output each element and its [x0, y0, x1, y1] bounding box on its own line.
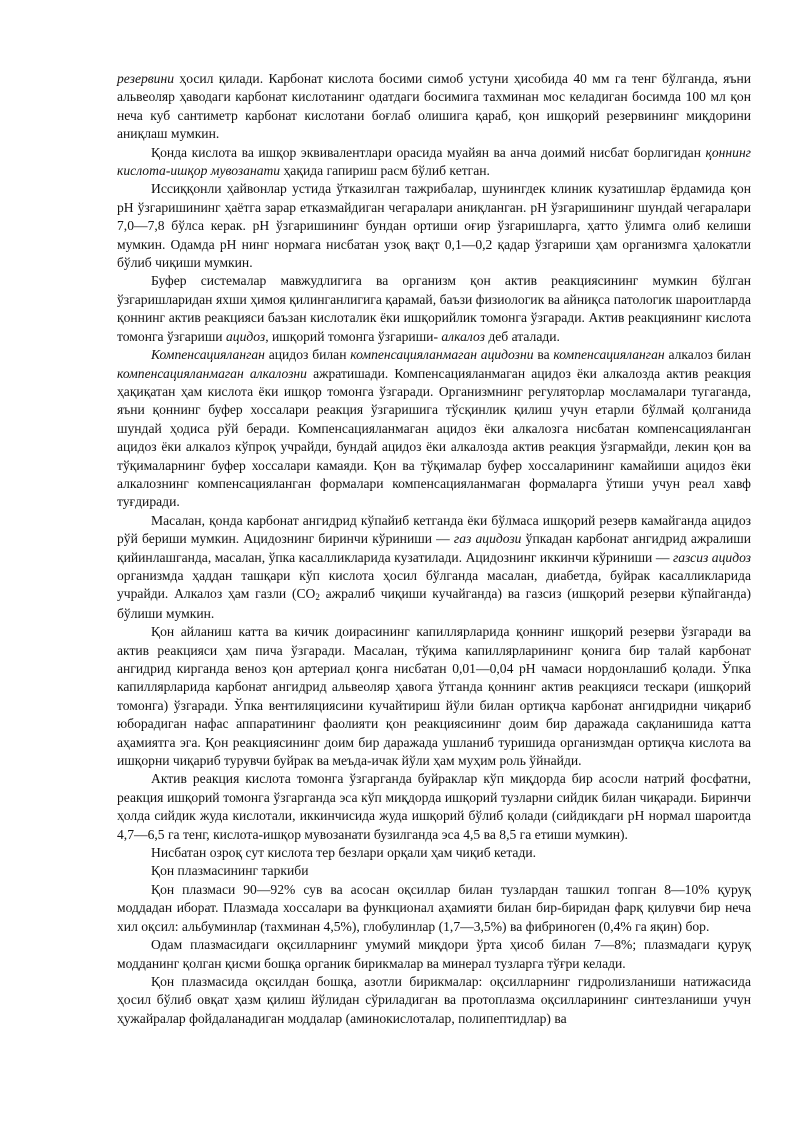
text-run: Қон плазмасида оқсилдан бошқа, азотли бирикмалар: оқсилларнинг гидролизланиши натижасида ҳосил бўлиб овқат ҳазм қилиш йўлидан сўриладиган ва протоплазма оқсилларининг синтезланиши учун ҳужайралар фойдаланадиган моддалар (аминокислоталар, полипептидлар) ва — [117, 973, 751, 1026]
text-run: Масалан, қонда карбонат ангидрид кўпайиб кетганда ёки бўлмаса ишқорий резерв камайганда ацидоз рўй бериши мумкин. Ацидознинг биринчи кўриниши — — [117, 512, 751, 547]
text-run: алкалоз билан — [664, 347, 751, 363]
paragraph-12 — [117, 936, 751, 973]
text-run: Одам плазмасидаги оқсилларнинг умумий миқдори ўрта ҳисоб билан 7—8%; плазмадаги қуруқ модданинг қолган қисми бошқа органик бирикмалар ва минерал тузларга тўғри келади. — [117, 937, 751, 971]
text-run: ҳосил қилади. Карбонат кислота босими симоб устуни ҳисобида 40 мм га тенг бўлганда, яъни альвеоляр ҳаводаги карбонат кислотанинг одатдаги босимига тахминан мос келадиган босимда 100 мл қон неча куб сантиметр карбонат кислотани боғлаб олишига қараб, қон ишқорий резервининг миқдорини аниқлаш мумкин. — [117, 71, 751, 142]
paragraph-1 — [117, 70, 751, 144]
italic-term: резервини — [117, 71, 175, 86]
text-run: Иссиққонли ҳайвонлар устида ўтказилган тажрибалар, шунингдек клиник кузатишлар ёрдамида қон pH ўзгаришининг ҳаётга зарар етказмайдиган чегаралари аниқланган. pH ўзгаришининг шундай чегаралари 7,0—7,8 бўлса керак. pH ўзгаришининг бундан ортиши оғир ўзгаришларга, ҳатто ўлимга олиб келиши мумкин. Одамда pH нинг нормага нисбатан узоқ вақт 0,1—0,2 қадар ўзгариши ҳам организмга ҳалокатли бўлиб чиқиши мумкин. — [117, 181, 751, 271]
paragraph-5 — [117, 346, 751, 512]
italic-term: газсиз ацидоз — [672, 549, 751, 565]
paragraph-11 — [117, 881, 751, 936]
document-page — [117, 70, 751, 1028]
paragraph-10 — [117, 862, 751, 880]
paragraph-6 — [117, 512, 751, 623]
text-run: Буфер системалар мавжудлигига ва организм қон актив реакциясининг мумкин бўлган ўзгаришларидан яхши ҳимоя қилинганлигига қарамай, баъзи физиологик ва айниқса патологик шароитларда қоннинг актив реакцияси баъзан кислоталик ёки ишқорийлик томонга ўзгаради. Актив реакциянинг кислота томонга ўзгариши — [117, 273, 751, 344]
subscript: 2 — [315, 592, 320, 603]
text-run: ва — [533, 347, 554, 363]
italic-term: компенсацияланган — [553, 347, 665, 363]
text-run: Қонда кислота ва ишқор эквивалентлари орасида муайян ва анча доимий нисбат борлигидан — [151, 144, 706, 160]
italic-term: Компенсацияланган — [151, 347, 265, 363]
text-run: Актив реакция кислота томонга ўзгарганда буйраклар кўп миқдорда бир асосли натрий фосфатни, реакция ишқорий томонга ўзгарганда эса кўп миқдорда ишқорий тузларни сийдик билан чиқаради. Биринчи ҳолда сийдик жуда кислотали, иккинчисида жуда ишқорий бўлиб қолади (сийдикдаги pH нормал шароитда 4,7—6,5 га тенг, кислота-ишқор мувозанати бузилганда эса 4,5 ва 8,5 га етиши мумкин). — [117, 771, 751, 842]
text-run: Қон айланиш катта ва кичик доирасининг капиллярларида қоннинг ишқорий резерви ўзгаради ва актив реакцияси ҳам пича ўзгаради. Масалан, тўқима капиллярларининг қонига бир талай карбонат ангидрид кирганда веноз қон артериал қонга нисбатан 0,01—0,04 pH чамаси нордонлашиб қолади. Ўпка капиллярларида карбонат ангидрид альвеоляр ҳавога ўтганда қоннинг актив реакцияси тескари (ишқорий томонга) ўзгаради. Ўпка вентиляциясини кучайтириш йўли билан ортиқча карбонат ангидридни чиқариб юборадиган нафас аппаратининг фаолияти қон реакциясининг доим бир даражада сақланишида катта аҳамиятга эга. Қон реакциясининг доим бир даражада ушланиб туришида организмдан ортиқча кислота ва ишқорни чиқариб турувчи буйрак ва меъда-ичак йўли ҳам муҳим роль ўйнайди. — [117, 624, 751, 769]
text-run: Нисбатан озроқ сут кислота тер безлари орқали ҳам чиқиб кетади. — [151, 845, 537, 861]
italic-term: газ ацидози — [453, 531, 522, 547]
italic-term: ацидоз — [225, 328, 266, 344]
text-run: Қон плазмасининг таркиби — [151, 863, 309, 879]
paragraph-7 — [117, 623, 751, 770]
italic-term: компенсацияланмаган алкалозни — [117, 365, 307, 381]
text-run: , ишқорий томонга ўзгариши- — [265, 328, 442, 344]
text-run: ўпкадан карбонат ангидрид ажралиши қийинлашганда, масалан, ўпка касалликларида кузатилади. Ацидознинг иккинчи кўриниши — — [117, 531, 751, 565]
paragraph-9 — [117, 844, 751, 862]
text-run: ажратишади. Компенсацияланмаган ацидоз ёки алкалозда актив реакция ҳақиқатан ҳам кислота ёки ишқор томонга ўзгаради. Организмнинг регуляторлар мосламалари тугаганда, яъни қоннинг буфер хоссалари реакция ўзгаришига тўсқинлик қилиш учун етарли бўлмай қолганида шундай ҳодиса рўй беради. Компенсацияланмаган ацидоз ёки алкалозга нисбатан компенсацияланган ацидоз ёки алкалоз кўпроқ учрайди, бундай ацидоз ёки алкалозда актив реакция ўзгармайди, лекин қон ва тўқималарнинг буфер хоссалари камаяди. Қон ва тўқималар буфер хоссаларининг камайиши ацидоз ёки алкалознинг компенсацияланган формалари компенсацияланмаган формаларга ўтиши учун реал хавф туғдиради. — [117, 365, 751, 510]
paragraph-2 — [117, 144, 751, 181]
italic-term: алкалоз — [441, 328, 485, 344]
text-run: ажралиб чиқиши кучайганда) ва газсиз (ишқорий резерви кўпайганда) бўлиши мумкин. — [117, 586, 752, 621]
italic-term: қоннинг кислота-ишқор мувозанати — [117, 144, 751, 179]
paragraph-8 — [117, 770, 751, 844]
text-run: деб аталади. — [484, 328, 560, 344]
paragraph-4 — [117, 272, 751, 346]
text-run: организмда ҳаддан ташқари кўп кислота ҳосил бўлганда масалан, диабетда, буйрак касалликларида учрайди. Алкалоз ҳам газли (CO — [117, 567, 751, 602]
text-run: ҳақида гапириш расм бўлиб кетган. — [280, 163, 490, 179]
text-run: ацидоз билан — [264, 347, 351, 363]
paragraph-3 — [117, 180, 751, 272]
text-run: Қон плазмаси 90—92% сув ва асосан оқсиллар билан тузлардан ташкил топган 8—10% қуруқ моддадан иборат. Плазмада хоссалари ва функционал аҳамияти билан бир-биридан фарқ қилувчи бир неча хил оқсил: альбуминлар (тахминан 4,5%), глобулинлар (1,7—3,5%) ва фибриноген (0,4% га яқин) бор. — [117, 881, 751, 934]
italic-term: компенсацияланмаган ацидозни — [350, 347, 534, 363]
paragraph-13 — [117, 973, 751, 1028]
